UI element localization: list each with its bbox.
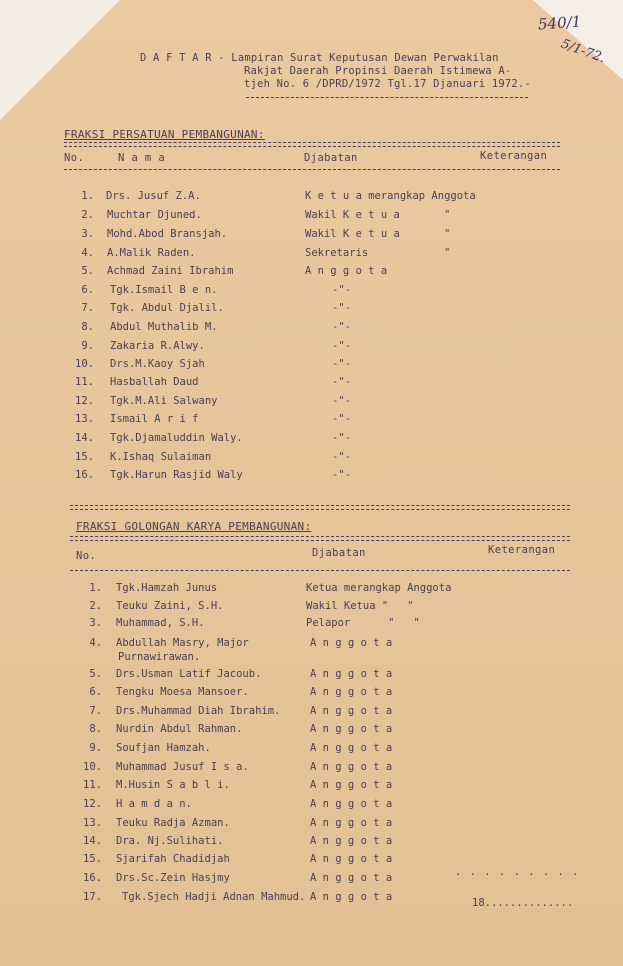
row-number: 13.	[83, 817, 102, 829]
row-note: "	[444, 247, 451, 259]
table-row	[0, 432, 623, 448]
row-name: Tgk.Djamaluddin Waly.	[110, 432, 243, 444]
folded-corner	[0, 0, 120, 120]
row-position: -"-	[332, 451, 351, 463]
section1-col-no: No.	[64, 152, 85, 164]
table-row	[0, 190, 623, 206]
table-row	[0, 835, 623, 851]
row-name: Drs.Muhammad Diah Ibrahim.	[116, 705, 281, 717]
row-name: Drs. Jusuf Z.A.	[106, 190, 201, 202]
row-position: -"-	[332, 432, 351, 444]
table-row	[0, 247, 623, 263]
row-number: 13.	[75, 413, 94, 425]
table-row	[0, 451, 623, 467]
row-number: 1.	[89, 582, 102, 594]
row-name: Tgk.M.Ali Salwany	[110, 395, 218, 407]
row-number: 4.	[89, 637, 102, 649]
row-number: 3.	[89, 617, 102, 629]
row-number: 9.	[89, 742, 102, 754]
header-line-3: tjeh No. 6 /DPRD/1972 Tgl.17 Djanuari 1972.-	[244, 78, 531, 90]
table-row	[0, 265, 623, 281]
section1-col-keterangan: Keterangan	[480, 150, 548, 162]
row-number: 10.	[75, 358, 94, 370]
header-line-2: Rakjat Daerah Propinsi Daerah Istimewa A-	[244, 65, 512, 77]
row-name: Hasballah Daud	[110, 376, 199, 388]
row-position: Ketua merangkap Anggota	[306, 582, 452, 594]
handwritten-number: 540/1	[537, 12, 582, 34]
row-number: 5.	[89, 668, 102, 680]
row-name: Teuku Radja Azman.	[116, 817, 230, 829]
row-number: 6.	[89, 686, 102, 698]
table-row	[0, 284, 623, 300]
row-name: Achmad Zaini Ibrahim	[107, 265, 234, 277]
row-name: A.Malik Raden.	[107, 247, 196, 259]
row-number: 8.	[89, 723, 102, 735]
row-number: 5.	[81, 265, 94, 277]
row-position: A n g g o t a	[305, 265, 388, 277]
row-position: -"-	[332, 340, 351, 352]
row-name: Drs.Sc.Zein Hasjmy	[116, 872, 230, 884]
row-number: 8.	[81, 321, 94, 333]
row-name: Muhammad, S.H.	[116, 617, 205, 629]
next-page-marker: 18..............	[472, 897, 574, 909]
row-position: A n g g o t a	[310, 853, 393, 865]
row-position: A n g g o t a	[310, 723, 393, 735]
row-name: M.Husin S a b l i.	[116, 779, 230, 791]
row-position: -"-	[332, 358, 351, 370]
table-row	[0, 358, 623, 374]
table-row	[0, 340, 623, 356]
row-name: Dra. Nj.Sulihati.	[116, 835, 224, 847]
row-number: 7.	[89, 705, 102, 717]
row-name-continued: Purnawirawan.	[118, 651, 201, 663]
table-row	[0, 395, 623, 411]
row-position: A n g g o t a	[310, 779, 393, 791]
row-position: A n g g o t a	[310, 637, 393, 649]
row-name: H a m d a n.	[116, 798, 192, 810]
row-position: Wakil Ketua " "	[306, 600, 414, 612]
table-row	[0, 302, 623, 318]
row-position: -"-	[332, 469, 351, 481]
section1-title: FRAKSI PERSATUAN PEMBANGUNAN:	[64, 128, 265, 141]
row-position: A n g g o t a	[310, 761, 393, 773]
table-row	[0, 600, 623, 616]
document-header	[140, 52, 531, 91]
row-number: 15.	[75, 451, 94, 463]
row-name: Zakaria R.Alwy.	[110, 340, 205, 352]
row-number: 11.	[83, 779, 102, 791]
table-row	[0, 705, 623, 721]
row-position: K e t u a merangkap Anggota	[305, 190, 476, 202]
table-row	[0, 582, 623, 598]
row-name: Teuku Zaini, S.H.	[116, 600, 224, 612]
table-row	[0, 617, 623, 633]
row-number: 11.	[75, 376, 94, 388]
section1-double-rule	[64, 142, 560, 147]
row-position: Wakil K e t u a	[305, 209, 400, 221]
row-number: 12.	[75, 395, 94, 407]
row-position: A n g g o t a	[310, 668, 393, 680]
row-name: Muhammad Jusuf I s a.	[116, 761, 249, 773]
section2-header-rule	[70, 570, 570, 571]
section2-col-no: No.	[76, 550, 97, 562]
header-rule	[246, 97, 528, 98]
row-number: 16.	[83, 872, 102, 884]
row-name: Tgk.Sjech Hadji Adnan Mahmud.	[122, 891, 306, 903]
row-position: Sekretaris	[305, 247, 369, 259]
row-name: K.Ishaq Sulaiman	[110, 451, 212, 463]
row-note: "	[444, 209, 451, 221]
row-position: A n g g o t a	[310, 798, 393, 810]
row-position: Pelapor " "	[306, 617, 420, 629]
row-number: 14.	[83, 835, 102, 847]
table-row	[0, 321, 623, 337]
row-position: A n g g o t a	[310, 742, 393, 754]
table-row	[0, 761, 623, 777]
row-number: 15.	[83, 853, 102, 865]
row-name: Mohd.Abod Bransjah.	[107, 228, 228, 240]
row-name: Drs.M.Kaoy Sjah	[110, 358, 205, 370]
table-row	[0, 798, 623, 814]
table-row	[0, 376, 623, 392]
row-number: 4.	[81, 247, 94, 259]
table-row	[0, 469, 623, 485]
header-line-1: D A F T A R - Lampiran Surat Keputusan Dewan Perwakilan	[140, 52, 499, 64]
row-number: 12.	[83, 798, 102, 810]
row-name: Ismail A r i f	[110, 413, 199, 425]
row-number: 6.	[81, 284, 94, 296]
row-name: Tgk.Ismail B e n.	[110, 284, 218, 296]
table-row	[0, 668, 623, 684]
row-position: -"-	[332, 302, 351, 314]
row-number: 2.	[81, 209, 94, 221]
table-row	[0, 209, 623, 225]
row-number: 7.	[81, 302, 94, 314]
table-row	[0, 637, 623, 663]
table-row	[0, 742, 623, 758]
handwritten-date: 5/1-72.	[558, 36, 608, 67]
row-position: -"-	[332, 284, 351, 296]
table-row	[0, 779, 623, 795]
row-name: Muchtar Djuned.	[107, 209, 202, 221]
section2-title: FRAKSI GOLONGAN KARYA PEMBANGUNAN:	[76, 520, 312, 533]
section2-col-keterangan: Keterangan	[488, 544, 556, 556]
row-position: A n g g o t a	[310, 705, 393, 717]
row-position: -"-	[332, 321, 351, 333]
table-row	[0, 817, 623, 833]
row-name: Abdul Muthalib M.	[110, 321, 218, 333]
section1-col-djabatan: Djabatan	[304, 152, 358, 164]
signature-dots: . . . . . . . . .	[455, 866, 580, 878]
row-position: -"-	[332, 413, 351, 425]
row-position: A n g g o t a	[310, 891, 393, 903]
section2-double-rule	[70, 536, 570, 541]
row-position: A n g g o t a	[310, 817, 393, 829]
row-name: Sjarifah Chadidjah	[116, 853, 230, 865]
row-number: 10.	[83, 761, 102, 773]
row-position: A n g g o t a	[310, 686, 393, 698]
row-number: 16.	[75, 469, 94, 481]
row-note: "	[444, 228, 451, 240]
row-position: -"-	[332, 395, 351, 407]
row-position: -"-	[332, 376, 351, 388]
row-number: 17.	[83, 891, 102, 903]
row-name: Drs.Usman Latif Jacoub.	[116, 668, 262, 680]
row-name: Abdullah Masry, Major	[116, 637, 249, 649]
table-row	[0, 228, 623, 244]
section1-col-nama: N a m a	[118, 152, 166, 164]
section2-top-rule	[70, 505, 570, 510]
row-name: Tengku Moesa Mansoer.	[116, 686, 249, 698]
row-name: Tgk. Abdul Djalil.	[110, 302, 224, 314]
row-name: Soufjan Hamzah.	[116, 742, 211, 754]
row-number: 2.	[89, 600, 102, 612]
table-row	[0, 686, 623, 702]
row-position: A n g g o t a	[310, 872, 393, 884]
row-position: Wakil K e t u a	[305, 228, 400, 240]
section1-header-rule	[64, 169, 560, 170]
table-row	[0, 723, 623, 739]
row-number: 1.	[81, 190, 94, 202]
row-name: Tgk.Harun Rasjid Waly	[110, 469, 243, 481]
table-row	[0, 413, 623, 429]
row-number: 3.	[81, 228, 94, 240]
row-name: Nurdin Abdul Rahman.	[116, 723, 243, 735]
row-number: 9.	[81, 340, 94, 352]
row-number: 14.	[75, 432, 94, 444]
section2-col-djabatan: Djabatan	[312, 547, 366, 559]
row-name: Tgk.Hamzah Junus	[116, 582, 218, 594]
row-position: A n g g o t a	[310, 835, 393, 847]
